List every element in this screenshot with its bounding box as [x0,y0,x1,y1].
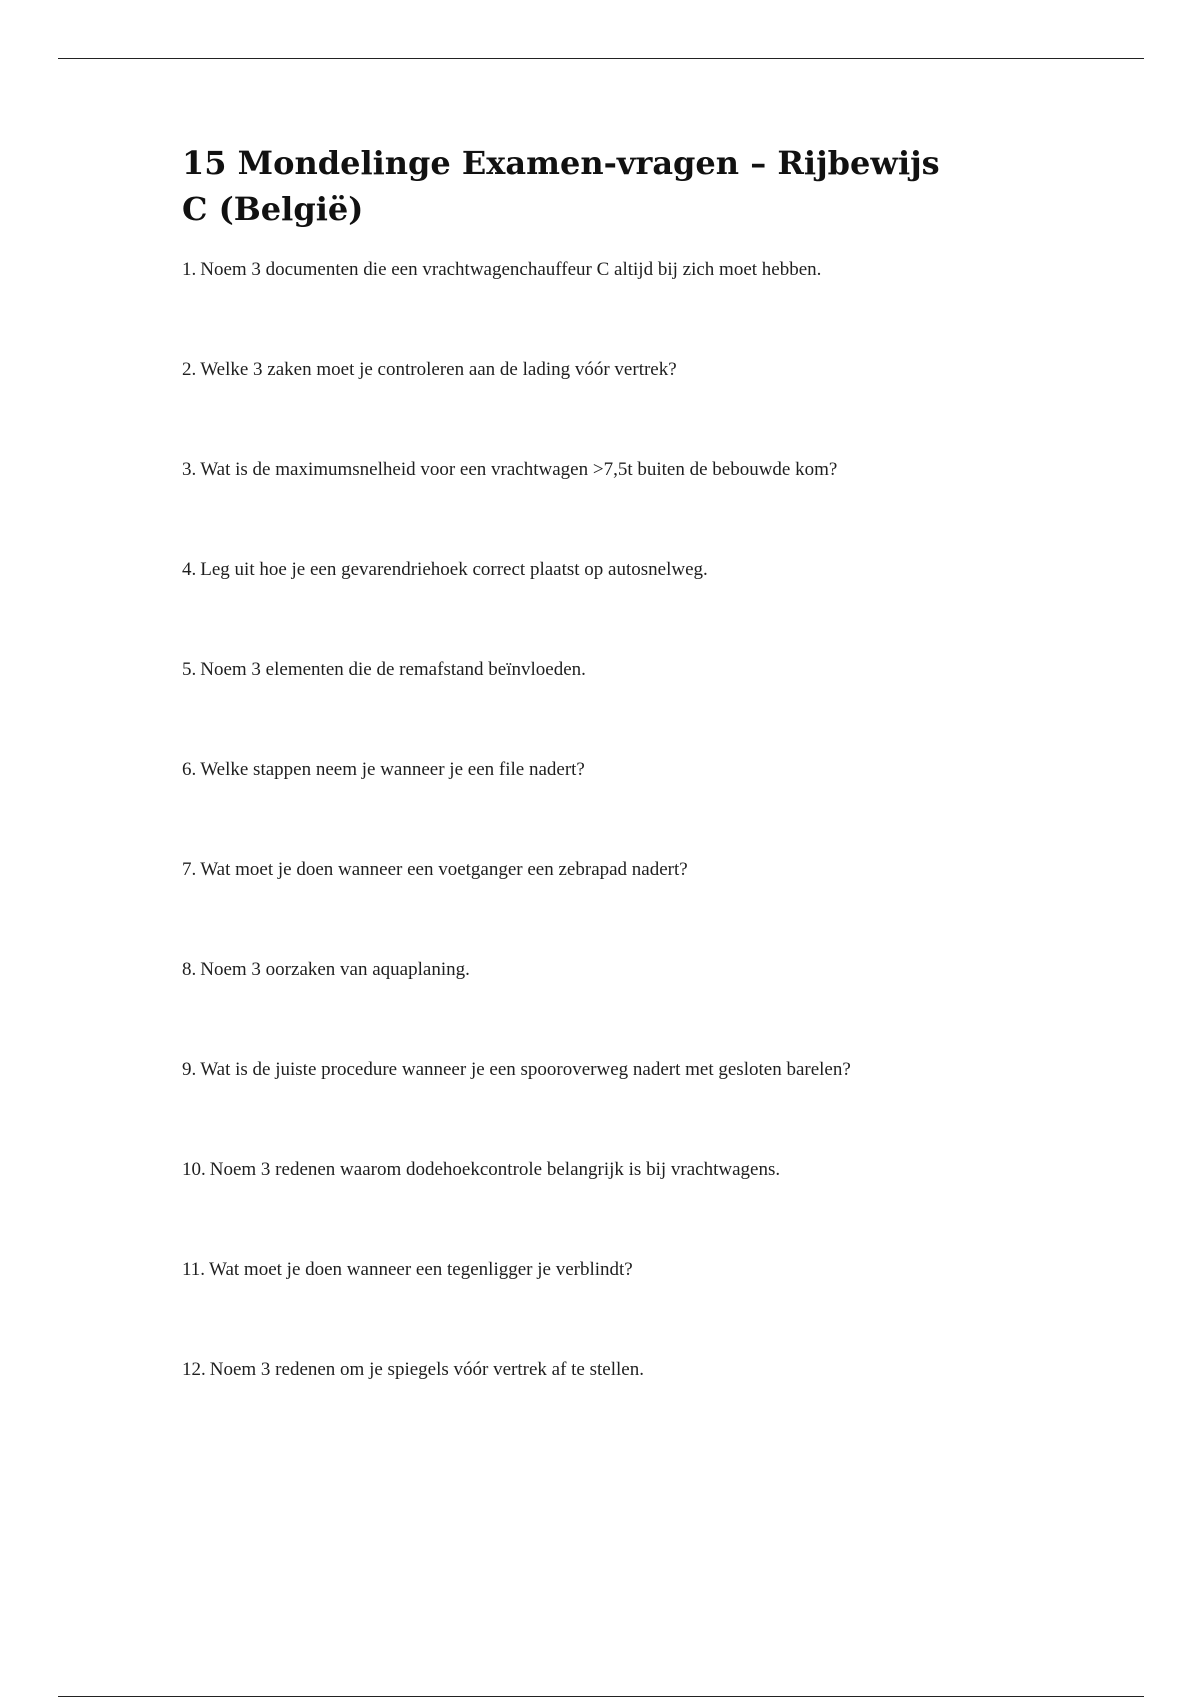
question-item-8 [182,958,1082,1058]
question-text: Noem 3 documenten die een vrachtwagenchauffeur C altijd bij zich moet hebben. [200,259,822,280]
question-text: Welke stappen neem je wanneer je een file nadert? [200,759,585,780]
question-text: Wat moet je doen wanneer een voetganger een zebrapad nadert? [200,859,688,880]
document-title: 15 Mondelinge Examen-vragen – Rijbewijs C (België) [182,144,940,228]
question-text: Wat is de maximumsnelheid voor een vrachtwagen >7,5t buiten de bebouwde kom? [200,459,838,480]
question-item-4 [182,558,1082,658]
question-text: Noem 3 redenen waarom dodehoekcontrole belangrijk is bij vrachtwagens. [209,1159,781,1180]
question-number: 11. [182,1259,206,1280]
question-number: 9. [182,1059,197,1080]
question-item-10 [182,1158,1082,1258]
question-text: Noem 3 oorzaken van aquaplaning. [200,959,470,980]
question-number: 2. [182,359,197,380]
question-item-12 [182,1358,1082,1458]
bottom-rule [58,1696,1144,1697]
question-number: 7. [182,859,197,880]
question-item-11 [182,1258,1082,1358]
question-text: Wat moet je doen wanneer een tegenligger je verblindt? [209,1259,633,1280]
question-item-3 [182,458,1082,558]
question-text: Noem 3 redenen om je spiegels vóór vertrek af te stellen. [209,1359,644,1380]
question-item-5 [182,658,1082,758]
question-number: 3. [182,459,197,480]
question-number: 8. [182,959,197,980]
question-number: 4. [182,559,197,580]
question-text: Leg uit hoe je een gevarendriehoek correct plaatst op autosnelweg. [200,559,708,580]
top-rule [58,58,1144,59]
question-item-9 [182,1058,1082,1158]
question-item-6 [182,758,1082,858]
question-text: Wat is de juiste procedure wanneer je een spooroverweg nadert met gesloten barelen? [200,1059,851,1080]
question-item-1 [182,258,1082,358]
question-number: 10. [182,1159,206,1180]
question-text: Welke 3 zaken moet je controleren aan de lading vóór vertrek? [200,359,677,380]
question-number: 12. [182,1359,206,1380]
question-number: 6. [182,759,197,780]
question-item-2 [182,358,1082,458]
question-number: 5. [182,659,197,680]
question-item-7 [182,858,1082,958]
question-text: Noem 3 elementen die de remafstand beïnvloeden. [200,659,586,680]
page-content [182,140,1082,1380]
question-number: 1. [182,259,197,280]
question-list [182,258,1082,1458]
